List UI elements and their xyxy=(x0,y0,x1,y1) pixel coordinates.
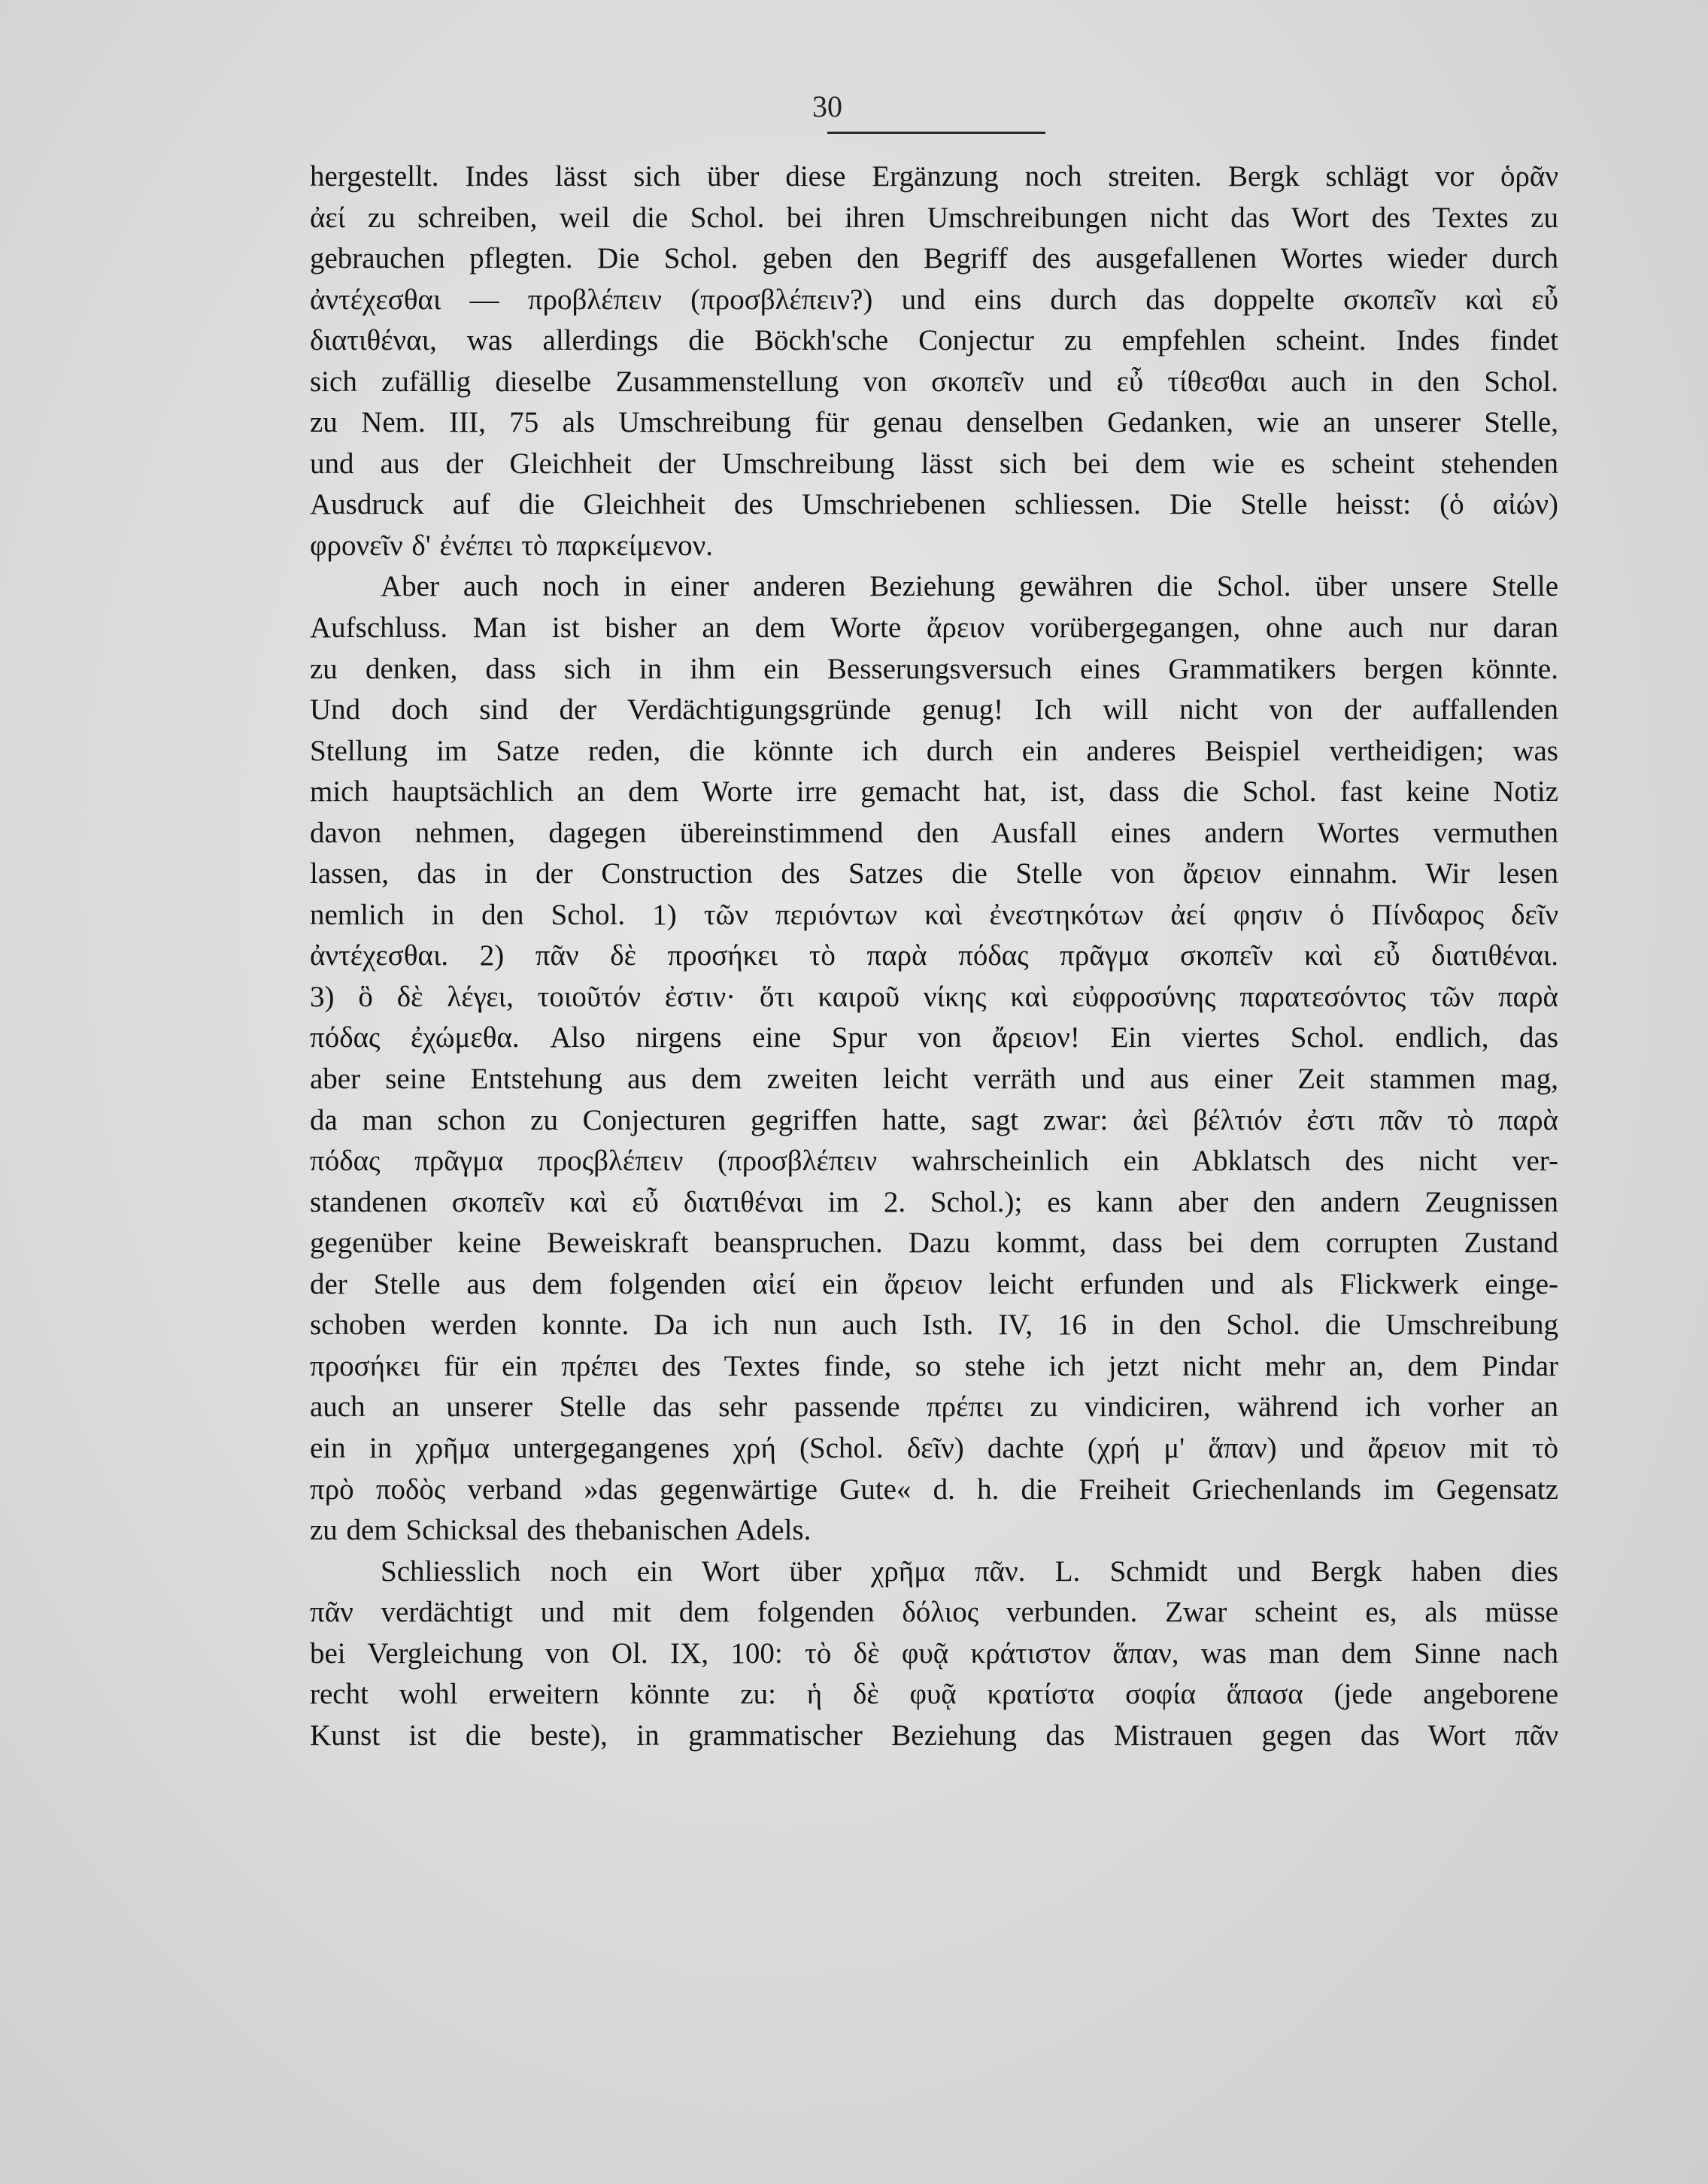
text-line: Schliesslich noch ein Wort über χρῆμα πᾶν. L. Schmidt und Bergk haben dies xyxy=(381,1555,1558,1588)
text-line: gebrauchen pflegten. Die Schol. geben den Begriff des ausgefallenen Wortes wieder durch xyxy=(310,242,1558,275)
text-line: προσήκει für ein πρέπει des Textes finde, so stehe ich jetzt nicht mehr an, dem Pindar xyxy=(310,1349,1558,1382)
text-line: Aufschluss. Man ist bisher an dem Worte ἄρειον vorübergegangen, ohne auch nur daran xyxy=(310,611,1558,645)
text-line: πᾶν verdächtigt und mit dem folgenden δόλιος verbunden. Zwar scheint es, als müsse xyxy=(310,1596,1558,1629)
text-line: lassen, das in der Construction des Satzes die Stelle von ἄρειον einnahm. Wir lesen xyxy=(310,857,1558,890)
text-line: zu denken, dass sich in ihm ein Besserungsversuch eines Grammatikers bergen könnte. xyxy=(310,652,1558,685)
text-line: ἀεί zu schreiben, weil die Schol. bei ihren Umschreibungen nicht das Wort des Textes zu xyxy=(310,201,1558,234)
text-line: πόδας πρᾶγμα προςβλέπειν (προσβλέπειν wahrscheinlich ein Abklatsch des nicht ver- xyxy=(310,1145,1558,1178)
text-line: Ausdruck auf die Gleichheit des Umschriebenen schliessen. Die Stelle heisst: (ὁ αἰών) xyxy=(310,488,1558,521)
text-line: Stellung im Satze reden, die könnte ich durch ein anderes Beispiel vertheidigen; was xyxy=(310,734,1558,767)
text-line: mich hauptsächlich an dem Worte irre gemacht hat, ist, dass die Schol. fast keine Notiz xyxy=(310,775,1558,808)
text-line: πρὸ ποδὸς verband »das gegenwärtige Gute« d. h. die Freiheit Griechenlands im Gegensatz xyxy=(310,1473,1558,1506)
text-line: Und doch sind der Verdächtigungsgründe genug! Ich will nicht von der auffallenden xyxy=(310,693,1558,726)
text-line: standenen σκοπεῖν καὶ εὖ διατιθέναι im 2. Schol.); es kann aber den andern Zeugnissen xyxy=(310,1185,1558,1218)
page-number: 30 xyxy=(812,89,842,123)
text-line: nemlich in den Schol. 1) τῶν περιόντων καὶ ἐνεστηκότων ἀεί φησιν ὁ Πίνδαρος δεῖν xyxy=(310,898,1558,931)
text-line: sich zufällig dieselbe Zusammenstellung von σκοπεῖν und εὖ τίθεσθαι auch in den Schol. xyxy=(310,365,1558,398)
text-line: hergestellt. Indes lässt sich über diese Ergänzung noch streiten. Bergk schlägt vor ὁρᾶν xyxy=(310,160,1558,193)
text-line: davon nehmen, dagegen übereinstimmend den Ausfall eines andern Wortes vermuthen xyxy=(310,816,1558,849)
text-line: auch an unserer Stelle das sehr passende πρέπει zu vindiciren, während ich vorher an xyxy=(310,1391,1558,1424)
text-line: der Stelle aus dem folgenden αἰεί ein ἄρειον leicht erfunden und als Flickwerk einge- xyxy=(310,1267,1558,1300)
text-line: schoben werden konnte. Da ich nun auch Isth. IV, 16 in den Schol. die Umschreibung xyxy=(310,1309,1558,1342)
text-line: aber seine Entstehung aus dem zweiten leicht verräth und aus einer Zeit stammen mag, xyxy=(310,1063,1558,1096)
text-line: recht wohl erweitern könnte zu: ἡ δὲ φυᾷ κρατίστα σοφία ἅπασα (jede angeborene xyxy=(310,1678,1558,1711)
text-line: 3) ὃ δὲ λέγει, τοιοῦτόν ἐστιν· ὅτι καιροῦ νίκης καὶ εὐφροσύνης παρατεσόντος τῶν παρὰ xyxy=(310,980,1558,1013)
text-line: und aus der Gleichheit der Umschreibung lässt sich bei dem wie es scheint stehenden xyxy=(310,447,1558,480)
text-line: ein in χρῆμα untergegangenes χρή (Schol. δεῖν) dachte (χρή μ' ἅπαν) und ἄρειον mit τὸ xyxy=(310,1431,1558,1464)
text-line: πόδας ἐχώμεθα. Also nirgens eine Spur von ἄρειον! Ein viertes Schol. endlich, das xyxy=(310,1021,1558,1054)
text-line: διατιθέναι, was allerdings die Böckh'sche Conjectur zu empfehlen scheint. Indes findet xyxy=(310,324,1558,357)
text-line: gegenüber keine Beweiskraft beanspruchen. Dazu kommt, dass bei dem corrupten Zustand xyxy=(310,1227,1558,1260)
text-line: φρονεῖν δ' ἐνέπει τὸ παρκείμενον. xyxy=(310,529,714,562)
text-line: zu Nem. III, 75 als Umschreibung für genau denselben Gedanken, wie an unserer Stelle, xyxy=(310,406,1558,439)
text-line: da man schon zu Conjecturen gegriffen hatte, sagt zwar: ἀεὶ βέλτιόν ἐστι πᾶν τὸ παρὰ xyxy=(310,1103,1558,1136)
header-rule xyxy=(827,132,1045,134)
text-line: ἀντέχεσθαι — προβλέπειν (προσβλέπειν?) und eins durch das doppelte σκοπεῖν καὶ εὖ xyxy=(310,283,1558,316)
text-line: zu dem Schicksal des thebanischen Adels. xyxy=(310,1514,812,1547)
text-line: ἀντέχεσθαι. 2) πᾶν δὲ προσήκει τὸ παρὰ πόδας πρᾶγμα σκοπεῖν καὶ εὖ διατιθέναι. xyxy=(310,939,1558,972)
body-text xyxy=(310,156,1558,1756)
text-line: Aber auch noch in einer anderen Beziehung gewähren die Schol. über unsere Stelle xyxy=(381,570,1558,603)
text-line: bei Vergleichung von Ol. IX, 100: τὸ δὲ φυᾷ κράτιστον ἅπαν, was man dem Sinne nach xyxy=(310,1636,1558,1670)
text-line: Kunst ist die beste), in grammatischer Beziehung das Mistrauen gegen das Wort πᾶν xyxy=(310,1718,1558,1752)
